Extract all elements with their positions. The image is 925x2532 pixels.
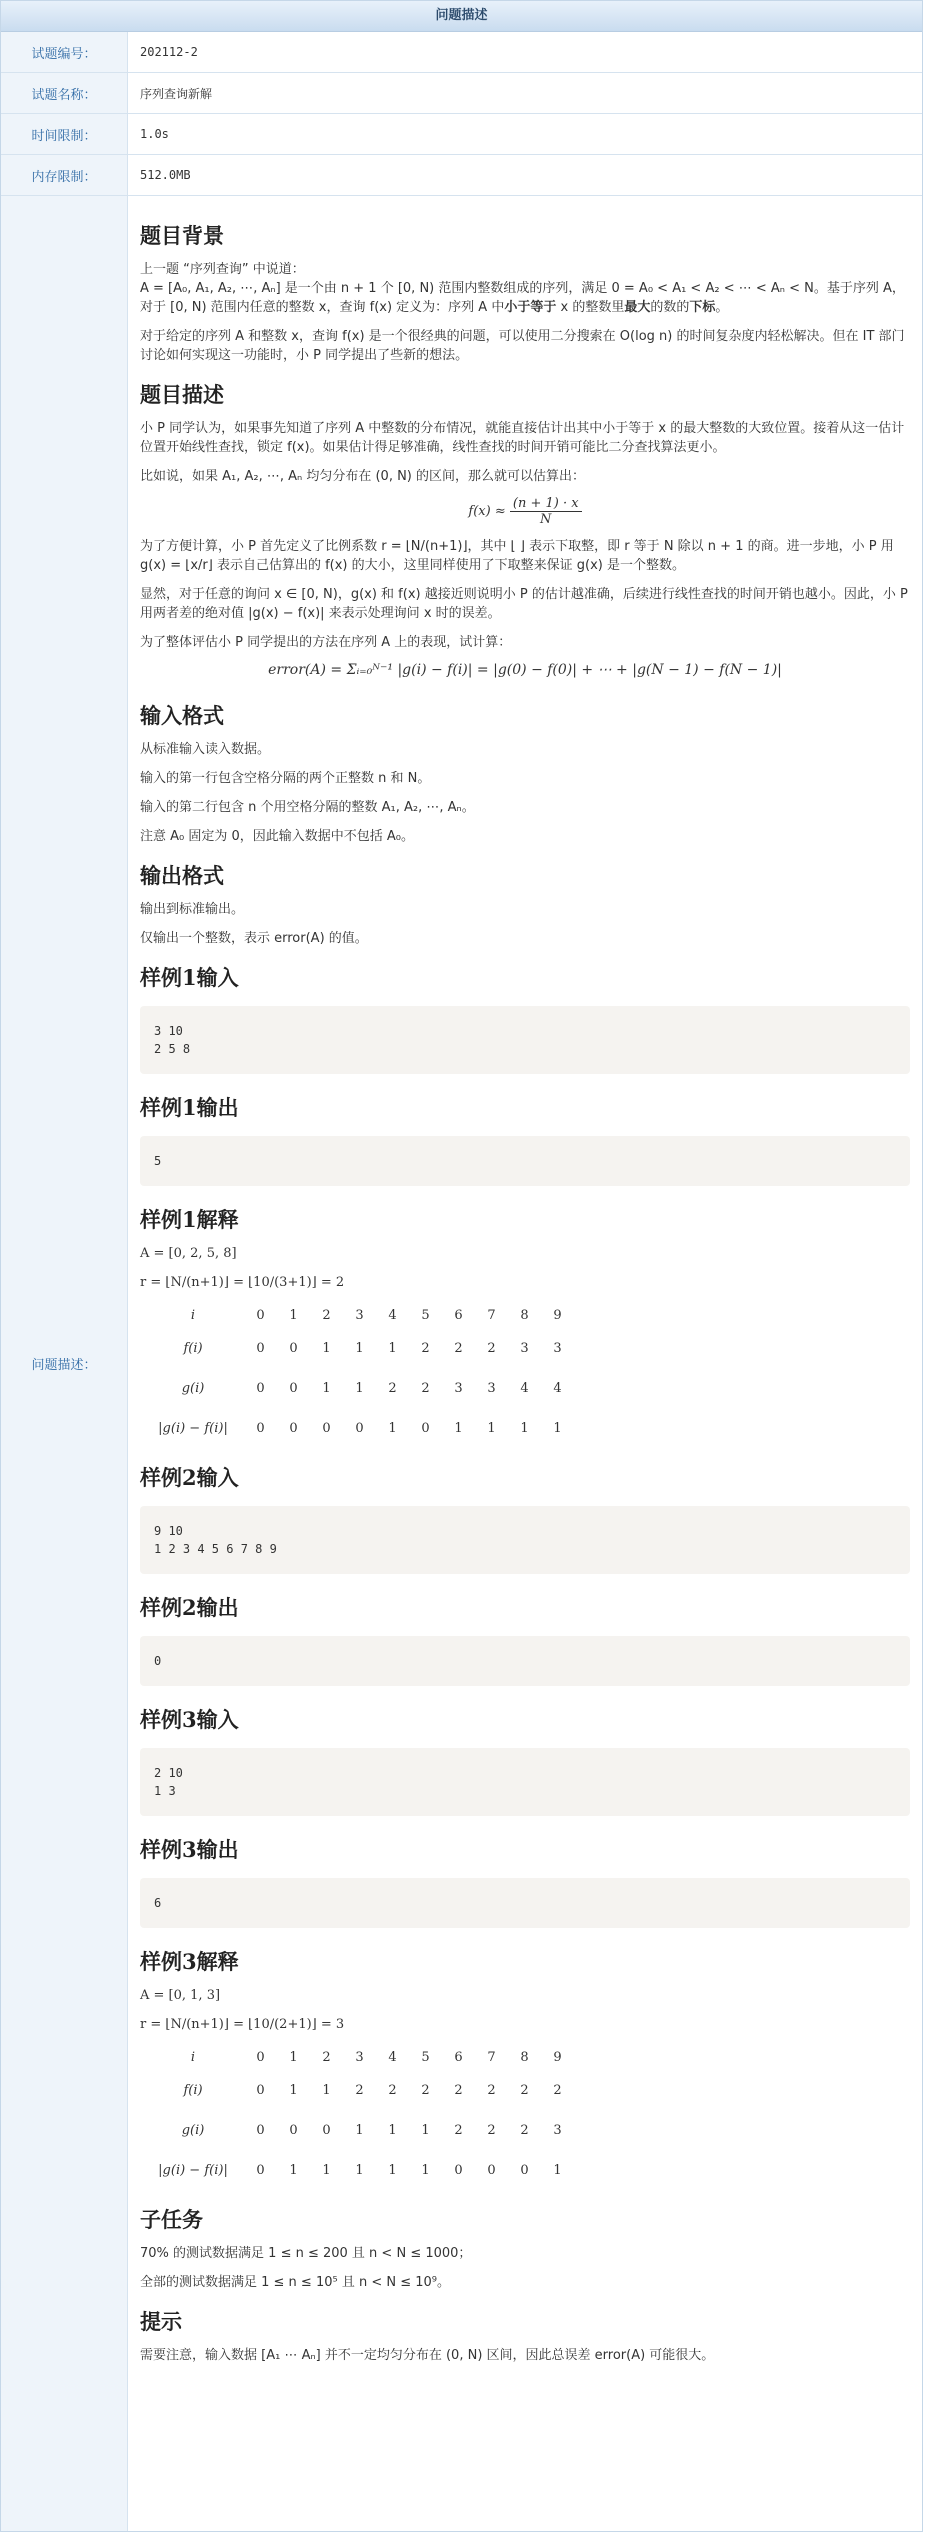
table-row	[148, 1408, 574, 1448]
table-cell: 2	[487, 1340, 496, 1356]
table-cell: 1	[322, 2162, 331, 2178]
table-cell: 3	[355, 1307, 364, 1323]
sample2-output-title: 样例2输出	[140, 1595, 239, 1620]
table-row-header: i	[190, 1307, 196, 1323]
sample1-input-title: 样例1输入	[140, 965, 239, 990]
table-cell: 1	[454, 1420, 463, 1436]
output-paragraph-1: 输出到标准输出。	[140, 902, 245, 917]
section-title-output: 输出格式	[140, 863, 224, 888]
table-cell: 0	[256, 2082, 265, 2098]
bg-text-d: 的数的	[650, 300, 690, 315]
table-cell: 2	[520, 2082, 529, 2098]
table-row-header: g(i)	[181, 2122, 205, 2138]
table-cell: 1	[388, 2162, 397, 2178]
table-row	[148, 2110, 574, 2150]
sample1-table	[148, 1302, 574, 1448]
table-cell: 0	[421, 1420, 430, 1436]
sample1-output-code: 5	[140, 1136, 910, 1186]
table-cell: 7	[487, 2049, 496, 2065]
input-paragraph-2: 输入的第一行包含空格分隔的两个正整数 n 和 N。	[140, 771, 431, 786]
table-cell: 1	[322, 1340, 331, 1356]
table-cell: 8	[520, 1307, 529, 1323]
sample3-ratio: r = ⌊N/(n+1)⌋ = ⌊10/(2+1)⌋ = 3	[140, 2017, 345, 2032]
info-row-time	[1, 114, 922, 155]
table-cell: 1	[322, 1380, 331, 1396]
sample3-output-code: 6	[140, 1878, 910, 1928]
mem-label: 内存限制：	[1, 155, 128, 195]
section-title-hint: 提示	[140, 2309, 182, 2334]
bg-text-b: A = [A₀, A₁, A₂, ⋯, Aₙ] 是一个由 n + 1 个 [0, N) 范围内整数组成的序列，满足 0 = A₀ < A₁ < A₂ < ⋯ < Aₙ < N。基于序列 A，对于 [0, N) 范围内任意的整数 x，查询 f(x) 定义为：序列 A 中	[140, 281, 905, 315]
table-cell: 3	[520, 1340, 529, 1356]
table-cell: 7	[487, 1307, 496, 1323]
formula-fraction	[510, 496, 582, 527]
table-cell: 1	[355, 1340, 364, 1356]
table-cell: 2	[487, 2122, 496, 2138]
table-cell: 6	[454, 1307, 463, 1323]
table-cell: 2	[421, 1380, 430, 1396]
id-value: 202112-2	[140, 45, 198, 59]
table-cell: 1	[487, 1420, 496, 1436]
table-cell: 4	[520, 1380, 529, 1396]
sample3-table	[148, 2044, 574, 2190]
table-cell: 3	[355, 2049, 364, 2065]
table-cell: 2	[388, 2082, 397, 2098]
table-row	[148, 1328, 574, 1368]
input-paragraph-1: 从标准输入读入数据。	[140, 742, 271, 757]
formula-denominator: N	[540, 512, 552, 527]
table-row-header: i	[190, 2049, 196, 2065]
table-cell: 2	[322, 1307, 331, 1323]
table-cell: 0	[256, 1380, 265, 1396]
sample1-array: A = [0, 2, 5, 8]	[140, 1246, 237, 1261]
table-cell: 0	[520, 2162, 529, 2178]
table-cell: 0	[256, 2049, 265, 2065]
sample1-output-title: 样例1输出	[140, 1095, 239, 1120]
table-row	[148, 1302, 574, 1328]
table-row	[148, 2070, 574, 2110]
table-cell: 0	[256, 2122, 265, 2138]
table-cell: 0	[256, 1307, 265, 1323]
desc-paragraph-3: 为了方便计算，小 P 首先定义了比例系数 r = ⌊N/(n+1)⌋，其中 ⌊ ⌋ 表示下取整，即 r 等于 N 除以 n + 1 的商。进一步地，小 P 用 g(x) = ⌊x/r⌋ 表示自己估算出的 f(x) 的大小，这里同样使用了下取整来保证 g(x) 是一个整数。	[140, 539, 894, 573]
name-label: 试题名称：	[1, 73, 128, 113]
table-cell: 1	[421, 2162, 430, 2178]
table-cell: 1	[388, 2122, 397, 2138]
table-cell: 2	[487, 2082, 496, 2098]
table-cell: 2	[355, 2082, 364, 2098]
table-cell: 1	[388, 1340, 397, 1356]
table-cell: 2	[421, 1340, 430, 1356]
sample1-ratio: r = ⌊N/(n+1)⌋ = ⌊10/(3+1)⌋ = 2	[140, 1275, 345, 1290]
table-cell: 0	[487, 2162, 496, 2178]
name-value: 序列查询新解	[140, 86, 213, 101]
time-label: 时间限制：	[1, 114, 128, 154]
table-row	[148, 2150, 574, 2190]
desc-paragraph-5: 为了整体评估小 P 同学提出的方法在序列 A 上的表现，试计算：	[140, 635, 512, 650]
input-paragraph-3: 输入的第二行包含 n 个用空格分隔的整数 A₁, A₂, ⋯, Aₙ。	[140, 800, 475, 815]
bg-text-e: 。	[715, 300, 729, 315]
table-cell: 0	[289, 1420, 298, 1436]
table-cell: 0	[322, 1420, 331, 1436]
table-cell: 4	[388, 1307, 397, 1323]
sample1-input-code: 3 10 2 5 8	[140, 1006, 910, 1074]
desc-paragraph-1: 小 P 同学认为，如果事先知道了序列 A 中整数的分布情况，就能直接估计出其中小于等于 x 的最大整数的大致位置。接着从这一估计位置开始线性查找，锁定 f(x)。如果估计得足够准确，线性查找的时间开销可能比二分查找算法更小。	[140, 421, 905, 455]
table-cell: 5	[421, 1307, 430, 1323]
table-cell: 1	[289, 1307, 298, 1323]
desc-paragraph-2: 比如说，如果 A₁, A₂, ⋯, Aₙ 均匀分布在 (0, N) 的区间，那么就可以估算出：	[140, 469, 586, 484]
table-row-header: g(i)	[181, 1380, 205, 1396]
section-title-subtasks: 子任务	[140, 2207, 203, 2232]
table-cell: 1	[355, 2122, 364, 2138]
formula-numerator: (n + 1) · x	[510, 496, 582, 512]
mem-value: 512.0MB	[140, 168, 191, 182]
table-cell: 1	[355, 1380, 364, 1396]
table-cell: 9	[553, 1307, 562, 1323]
formula-estimate	[140, 496, 910, 527]
table-cell: 0	[289, 1380, 298, 1396]
table-cell: 8	[520, 2049, 529, 2065]
table-cell: 6	[454, 2049, 463, 2065]
table-row	[148, 1368, 574, 1408]
section-title-description: 题目描述	[140, 382, 224, 407]
table-cell: 0	[256, 1420, 265, 1436]
table-cell: 0	[256, 2162, 265, 2178]
bg-text-a: 上一题 “序列查询” 中说道：	[140, 262, 305, 277]
table-cell: 0	[322, 2122, 331, 2138]
table-cell: 1	[355, 2162, 364, 2178]
table-cell: 2	[520, 2122, 529, 2138]
subtask-paragraph-1: 70% 的测试数据满足 1 ≤ n ≤ 200 且 n < N ≤ 1000；	[140, 2246, 472, 2261]
bg-paragraph-1	[140, 260, 910, 317]
table-cell: 2	[454, 2122, 463, 2138]
sample3-input-title: 样例3输入	[140, 1707, 239, 1732]
hint-paragraph-1: 需要注意，输入数据 [A₁ ⋯ Aₙ] 并不一定均匀分布在 (0, N) 区间，因此总误差 error(A) 可能很大。	[140, 2348, 715, 2363]
bg-bold-3: 下标	[689, 300, 716, 315]
table-row-header: |g(i) − f(i)|	[158, 2162, 228, 2178]
table-cell: 2	[322, 2049, 331, 2065]
output-paragraph-2: 仅输出一个整数，表示 error(A) 的值。	[140, 931, 368, 946]
sample1-explain-title: 样例1解释	[140, 1207, 239, 1232]
bg-text-c: x 的整数里	[556, 300, 625, 315]
table-cell: 3	[487, 1380, 496, 1396]
info-row-name	[1, 73, 922, 114]
subtask-paragraph-2: 全部的测试数据满足 1 ≤ n ≤ 10⁵ 且 n < N ≤ 10⁹。	[140, 2275, 451, 2290]
sample2-output-code: 0	[140, 1636, 910, 1686]
formula-error: error(A) = Σᵢ₌₀ᴺ⁻¹ |g(i) − f(i)| = |g(0) − f(0)| + ⋯ + |g(N − 1) − f(N − 1)|	[268, 662, 782, 678]
table-cell: 0	[454, 2162, 463, 2178]
section-title-input: 输入格式	[140, 703, 224, 728]
time-value: 1.0s	[140, 127, 169, 141]
info-row-desc	[1, 196, 922, 2531]
section-title-background: 题目背景	[140, 223, 224, 248]
table-cell: 9	[553, 2049, 562, 2065]
input-paragraph-4: 注意 A₀ 固定为 0，因此输入数据中不包括 A₀。	[140, 829, 415, 844]
table-cell: 3	[553, 1340, 562, 1356]
table-cell: 0	[289, 1340, 298, 1356]
problem-description	[128, 196, 922, 2531]
table-cell: 4	[388, 2049, 397, 2065]
table-cell: 5	[421, 2049, 430, 2065]
table-cell: 1	[289, 2049, 298, 2065]
sample3-output-title: 样例3输出	[140, 1837, 239, 1862]
sample3-explain-title: 样例3解释	[140, 1949, 239, 1974]
table-cell: 0	[355, 1420, 364, 1436]
table-cell: 3	[454, 1380, 463, 1396]
table-cell: 1	[289, 2082, 298, 2098]
table-cell: 2	[421, 2082, 430, 2098]
table-cell: 0	[289, 2122, 298, 2138]
table-cell: 2	[454, 1340, 463, 1356]
table-cell: 3	[553, 2122, 562, 2138]
info-row-mem	[1, 155, 922, 196]
sample3-array: A = [0, 1, 3]	[140, 1988, 221, 2003]
table-cell: 2	[454, 2082, 463, 2098]
info-row-id	[1, 32, 922, 73]
table-row-header: |g(i) − f(i)|	[158, 1420, 228, 1436]
bg-bold-1: 小于等于	[504, 300, 557, 315]
table-row-header: f(i)	[183, 2082, 203, 2098]
sample3-input-code: 2 10 1 3	[140, 1748, 910, 1816]
table-cell: 1	[421, 2122, 430, 2138]
table-cell: 2	[388, 1380, 397, 1396]
bg-paragraph-2: 对于给定的序列 A 和整数 x，查询 f(x) 是一个很经典的问题，可以使用二分搜索在 O(log n) 的时间复杂度内轻松解决。但在 IT 部门讨论如何实现这一功能时，小 P 同学提出了些新的想法。	[140, 329, 905, 363]
sample2-input-code: 9 10 1 2 3 4 5 6 7 8 9	[140, 1506, 910, 1574]
table-cell: 1	[553, 1420, 562, 1436]
table-cell: 1	[289, 2162, 298, 2178]
table-row-header: f(i)	[183, 1340, 203, 1356]
table-cell: 1	[388, 1420, 397, 1436]
desc-label: 问题描述：	[1, 196, 128, 2531]
id-label: 试题编号：	[1, 32, 128, 72]
bg-bold-2: 最大	[624, 300, 651, 315]
table-row	[148, 2044, 574, 2070]
formula-lhs: f(x) ≈	[468, 504, 506, 519]
table-cell: 4	[553, 1380, 562, 1396]
table-cell: 2	[553, 2082, 562, 2098]
sample2-input-title: 样例2输入	[140, 1465, 239, 1490]
table-cell: 0	[256, 1340, 265, 1356]
window-title: 问题描述	[1, 1, 922, 32]
desc-paragraph-4: 显然，对于任意的询问 x ∈ [0, N)，g(x) 和 f(x) 越接近则说明小 P 的估计越准确，后续进行线性查找的时间开销也越小。因此，小 P 用两者差的绝对值 |g(x) − f(x)| 来表示处理询问 x 时的误差。	[140, 587, 908, 621]
table-cell: 1	[553, 2162, 562, 2178]
table-cell: 1	[322, 2082, 331, 2098]
table-cell: 1	[520, 1420, 529, 1436]
